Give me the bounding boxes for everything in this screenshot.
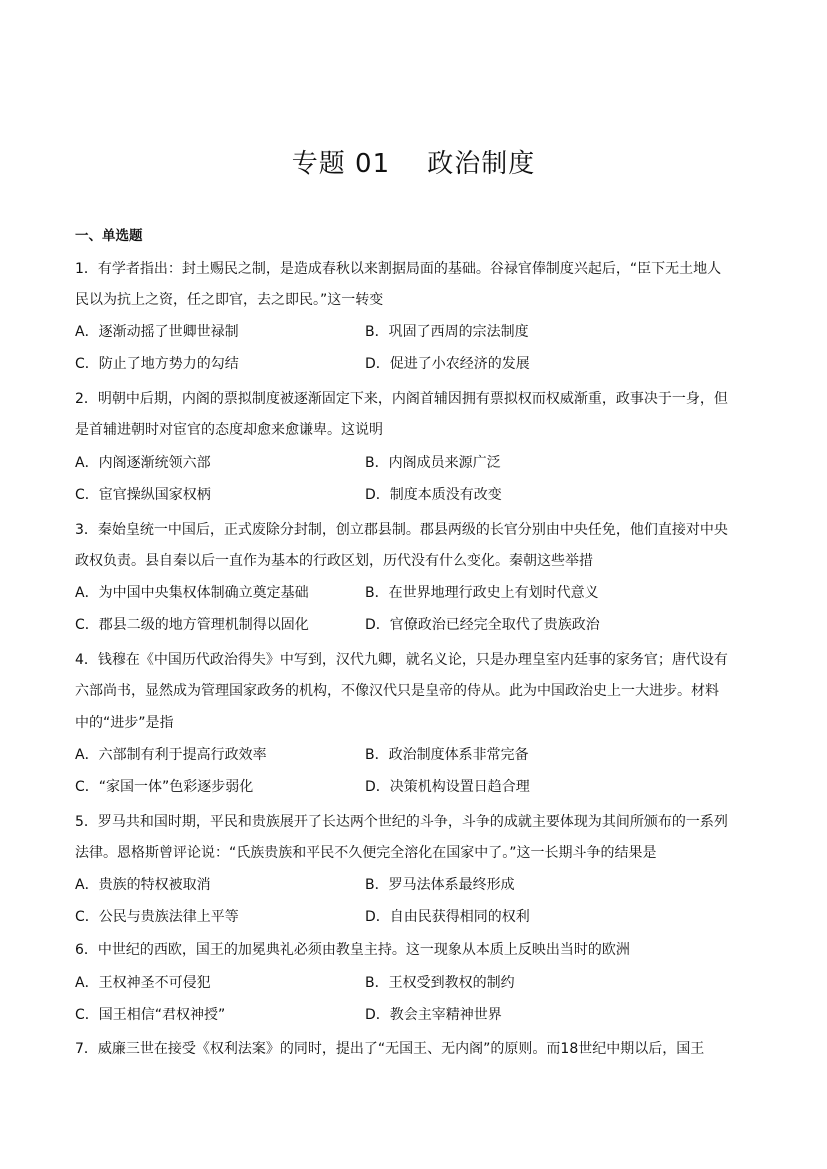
question-5-option-b: B．罗马法体系最终形成 (365, 877, 515, 893)
question-6-option-a: A．王权神圣不可侵犯 (75, 975, 211, 991)
question-1-text-line-2: 民以为抗上之资，任之即官，去之即民。”这一转变 (75, 292, 384, 308)
question-1-option-a: A．逐渐动摇了世卿世禄制 (75, 324, 239, 340)
question-5-text-line-2: 法律。恩格斯曾评论说：“氏族贵族和平民不久便完全溶化在国家中了。”这一长期斗争的结果是 (75, 845, 657, 861)
question-4-option-d: D．决策机构设置日趋合理 (365, 779, 530, 795)
question-4-text-line-3: 中的“进步”是指 (75, 715, 174, 731)
question-2-option-d: D．制度本质没有改变 (365, 487, 502, 503)
section-heading: 一、单选题 (75, 228, 143, 244)
question-2-option-a: A．内阁逐渐统领六部 (75, 455, 211, 471)
question-4-option-b: B．政治制度体系非常完备 (365, 747, 529, 763)
question-5-option-c: C．公民与贵族法律上平等 (75, 909, 239, 925)
question-3-option-c: C．郡县二级的地方管理机制得以固化 (75, 617, 309, 633)
question-5-option-a: A．贵族的特权被取消 (75, 877, 211, 893)
question-6-option-d: D．教会主宰精神世界 (365, 1007, 502, 1023)
question-4-option-a: A．六部制有利于提高行政效率 (75, 747, 267, 763)
question-5-option-d: D．自由民获得相同的权利 (365, 909, 530, 925)
question-3-option-b: B．在世界地理行政史上有划时代意义 (365, 585, 599, 601)
question-6-text-line-1: 6．中世纪的西欧，国王的加冕典礼必须由教皇主持。这一现象从本质上反映出当时的欧洲 (75, 942, 630, 958)
question-7-text-line-1: 7．威廉三世在接受《权利法案》的同时，提出了“无国王、无内阁”的原则。而18世纪中期以后，国王 (75, 1041, 705, 1057)
question-4-text-line-1: 4．钱穆在《中国历代政治得失》中写到，汉代九卿，就名义论，只是办理皇室内廷事的家务官；唐代设有 (75, 652, 728, 668)
question-3-option-d: D．官僚政治已经完全取代了贵族政治 (365, 617, 600, 633)
question-1-text-line-1: 1．有学者指出：封土赐民之制，是造成春秋以来割据局面的基础。谷禄官俸制度兴起后，“臣下无土地人 (75, 261, 722, 277)
question-1-option-d: D．促进了小农经济的发展 (365, 356, 530, 372)
question-5-text-line-1: 5．罗马共和国时期，平民和贵族展开了长达两个世纪的斗争，斗争的成就主要体现为其间所颁布的一系列 (75, 814, 728, 830)
page-title: 专题 01 政治制度 (291, 149, 536, 179)
question-2-text-line-1: 2．明朝中后期，内阁的票拟制度被逐渐固定下来，内阁首辅因拥有票拟权而权威渐重，政事决于一身，但 (75, 391, 728, 407)
question-1-option-c: C．防止了地方势力的勾结 (75, 356, 239, 372)
question-3-text-line-1: 3．秦始皇统一中国后，正式废除分封制，创立郡县制。郡县两级的长官分别由中央任免，他们直接对中央 (75, 522, 728, 538)
question-1-option-b: B．巩固了西周的宗法制度 (365, 324, 529, 340)
question-2-text-line-2: 是首辅进朝时对宦官的态度却愈来愈谦卑。这说明 (75, 422, 383, 438)
question-4-text-line-2: 六部尚书，显然成为管理国家政务的机构，不像汉代只是皇帝的侍从。此为中国政治史上一大进步。材料 (75, 683, 719, 699)
question-3-text-line-2: 政权负责。县自秦以后一直作为基本的行政区划，历代没有什么变化。秦朝这些举措 (75, 553, 593, 569)
question-3-option-a: A．为中国中央集权体制确立奠定基础 (75, 585, 309, 601)
question-6-option-b: B．王权受到教权的制约 (365, 975, 515, 991)
question-2-option-b: B．内阁成员来源广泛 (365, 455, 501, 471)
question-4-option-c: C．“家国一体”色彩逐步弱化 (75, 779, 254, 795)
question-2-option-c: C．宦官操纵国家权柄 (75, 487, 211, 503)
question-6-option-c: C．国王相信“君权神授” (75, 1007, 226, 1023)
